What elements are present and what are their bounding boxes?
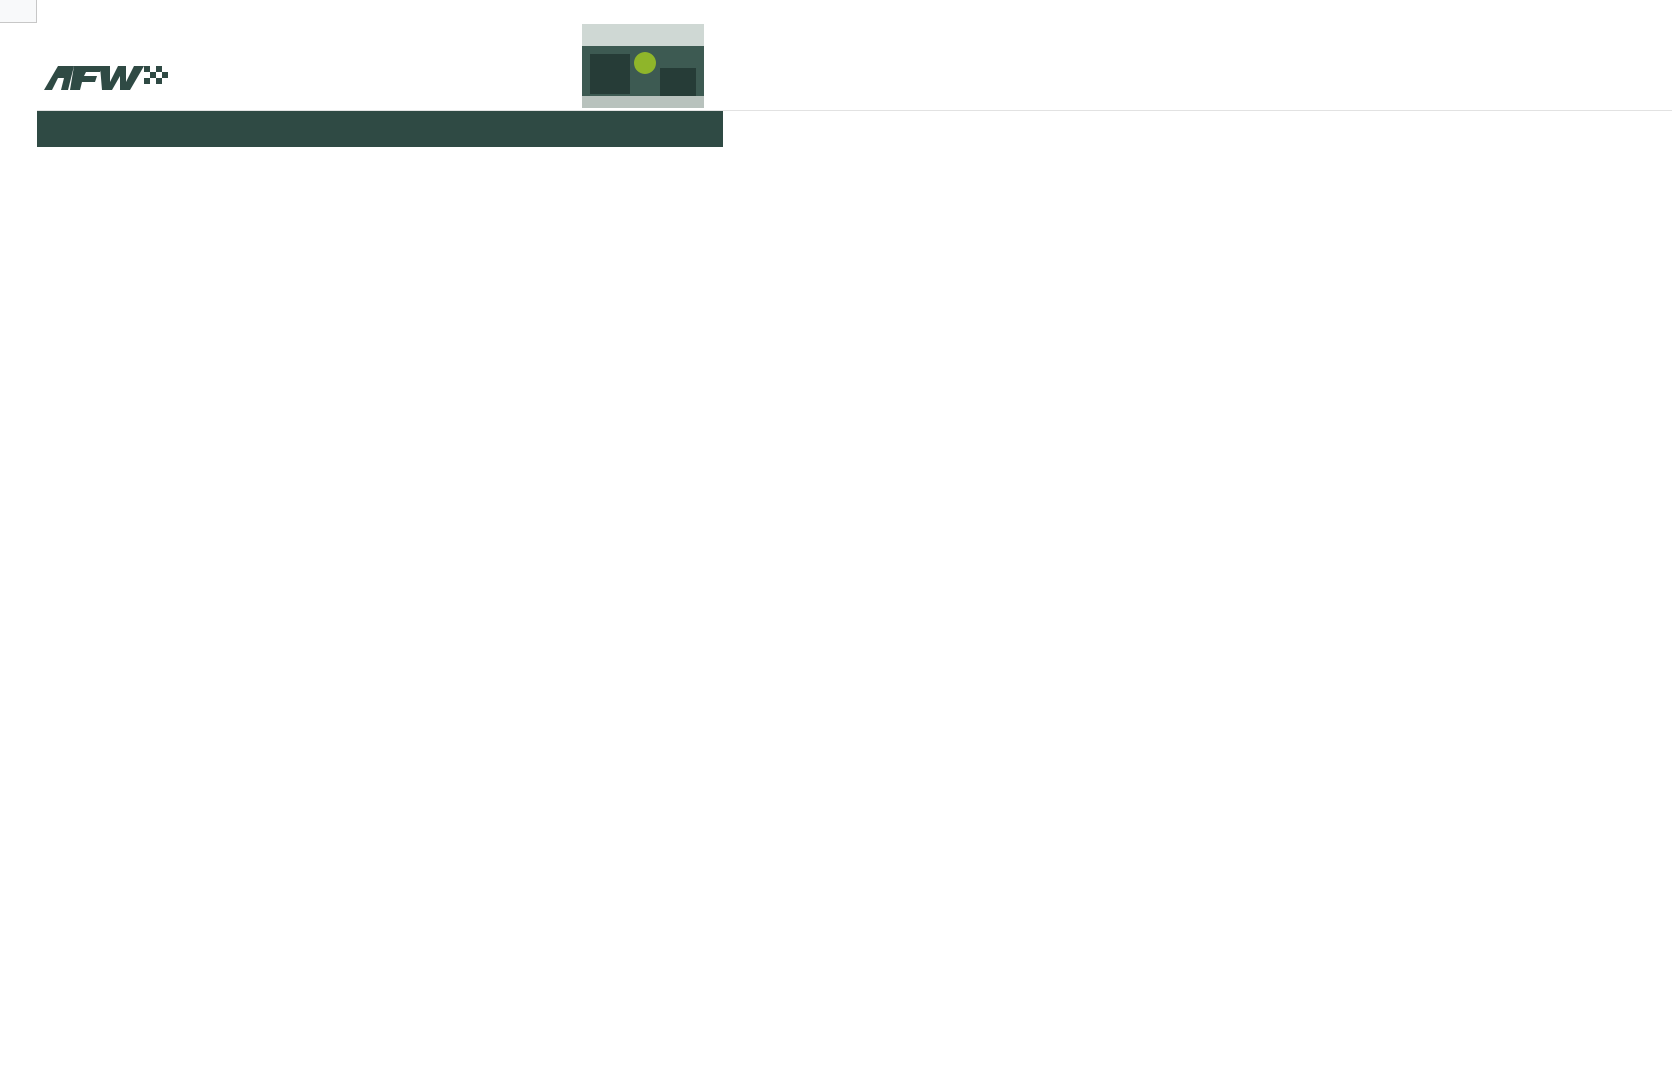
header-guida (261, 111, 337, 147)
header-lezioni (185, 111, 261, 147)
header-views (489, 111, 565, 147)
row-1 (37, 23, 1672, 111)
header-marketing (413, 111, 489, 147)
select-all-corner[interactable] (0, 0, 37, 23)
afw-logo (40, 60, 180, 108)
header-nome (37, 111, 185, 147)
header-risultati (337, 111, 413, 147)
header-classifica-generale (565, 111, 723, 147)
info-title (728, 126, 750, 143)
banner-image (582, 24, 704, 108)
